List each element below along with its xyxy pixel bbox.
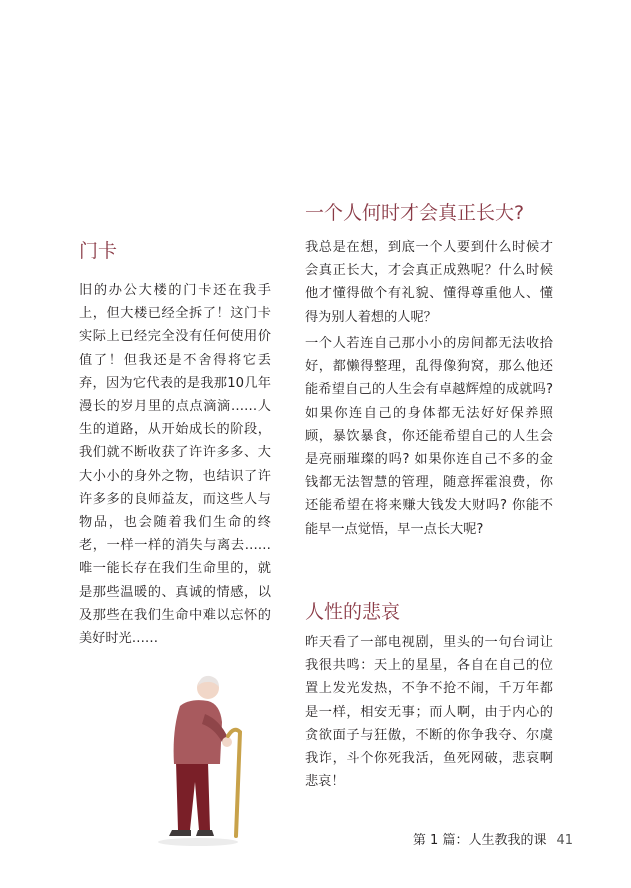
section-heading-mengka: 门卡 <box>79 240 118 262</box>
section-heading-grow-up: 一个人何时才会真正长大? <box>305 202 525 224</box>
chapter-title: 第 1 篇：人生教我的课 <box>412 833 547 848</box>
section-heading-human-nature: 人性的悲哀 <box>305 601 401 623</box>
figure-hand <box>222 737 232 747</box>
figure-shoe-right <box>196 830 214 836</box>
figure-pants <box>176 762 210 830</box>
page-number: 41 <box>556 833 573 848</box>
paragraph-grow-up-1: 我总是在想，到底一个人要到什么时候才会真正长大，才会真正成熟呢？什么时候他才懂得做个有礼貌、懂得尊重他人、懂得为别人着想的人呢？ <box>305 240 553 325</box>
figure-shadow <box>158 838 238 846</box>
figure-shoe-left <box>169 830 191 836</box>
page-footer <box>413 829 573 848</box>
paragraph-grow-up-2: 一个人若连自己那小小的房间都无法收拾好，都懒得整理，乱得像狗窝，那么他还能希望自己的人生会有卓越辉煌的成就吗?如果你连自己的身体都无法好好保养照顾，暴饮暴食，你还能希望自己的人生会是亮丽璀璨的吗? 如果你连自己不多的金钱都无法智慧的管理，随意挥霍浪费，你还能希望在将来赚大钱发大财吗? 你能不能早一点觉悟，早一点长大呢? <box>305 336 553 537</box>
paragraph-human-nature: 昨天看了一部电视剧，里头的一句台词让我很共鸣：天上的星星，各自在自己的位置上发光发热，不争不抢不闹，千万年都是一样，相安无事；而人啊，由于内心的贪欲面子与狂傲，不断的你争我夺、尔虞我诈，斗个你死我活，鱼死网破，悲哀啊悲哀！ <box>305 635 553 790</box>
paragraph-mengka: 旧的办公大楼的门卡还在我手上，但大楼已经全拆了！这门卡实际上已经完全没有任何使用价值了！但我还是不舍得将它丢弃，因为它代表的是我那10几年漫长的岁月里的点点滴滴……人生的道路，从开始成长的阶段，我们就不断收获了许许多多、大大小小的身外之物，也结识了许许多多的良师益友，而这些人与物品，也会随着我们生命的终老，一样一样的消失与离去……唯一能长存在我们生命里的，就是那些温暖的、真诚的情感，以及那些在我们生命中难以忘怀的美好时光…… <box>79 283 271 647</box>
elderly-man-illustration <box>150 670 260 850</box>
